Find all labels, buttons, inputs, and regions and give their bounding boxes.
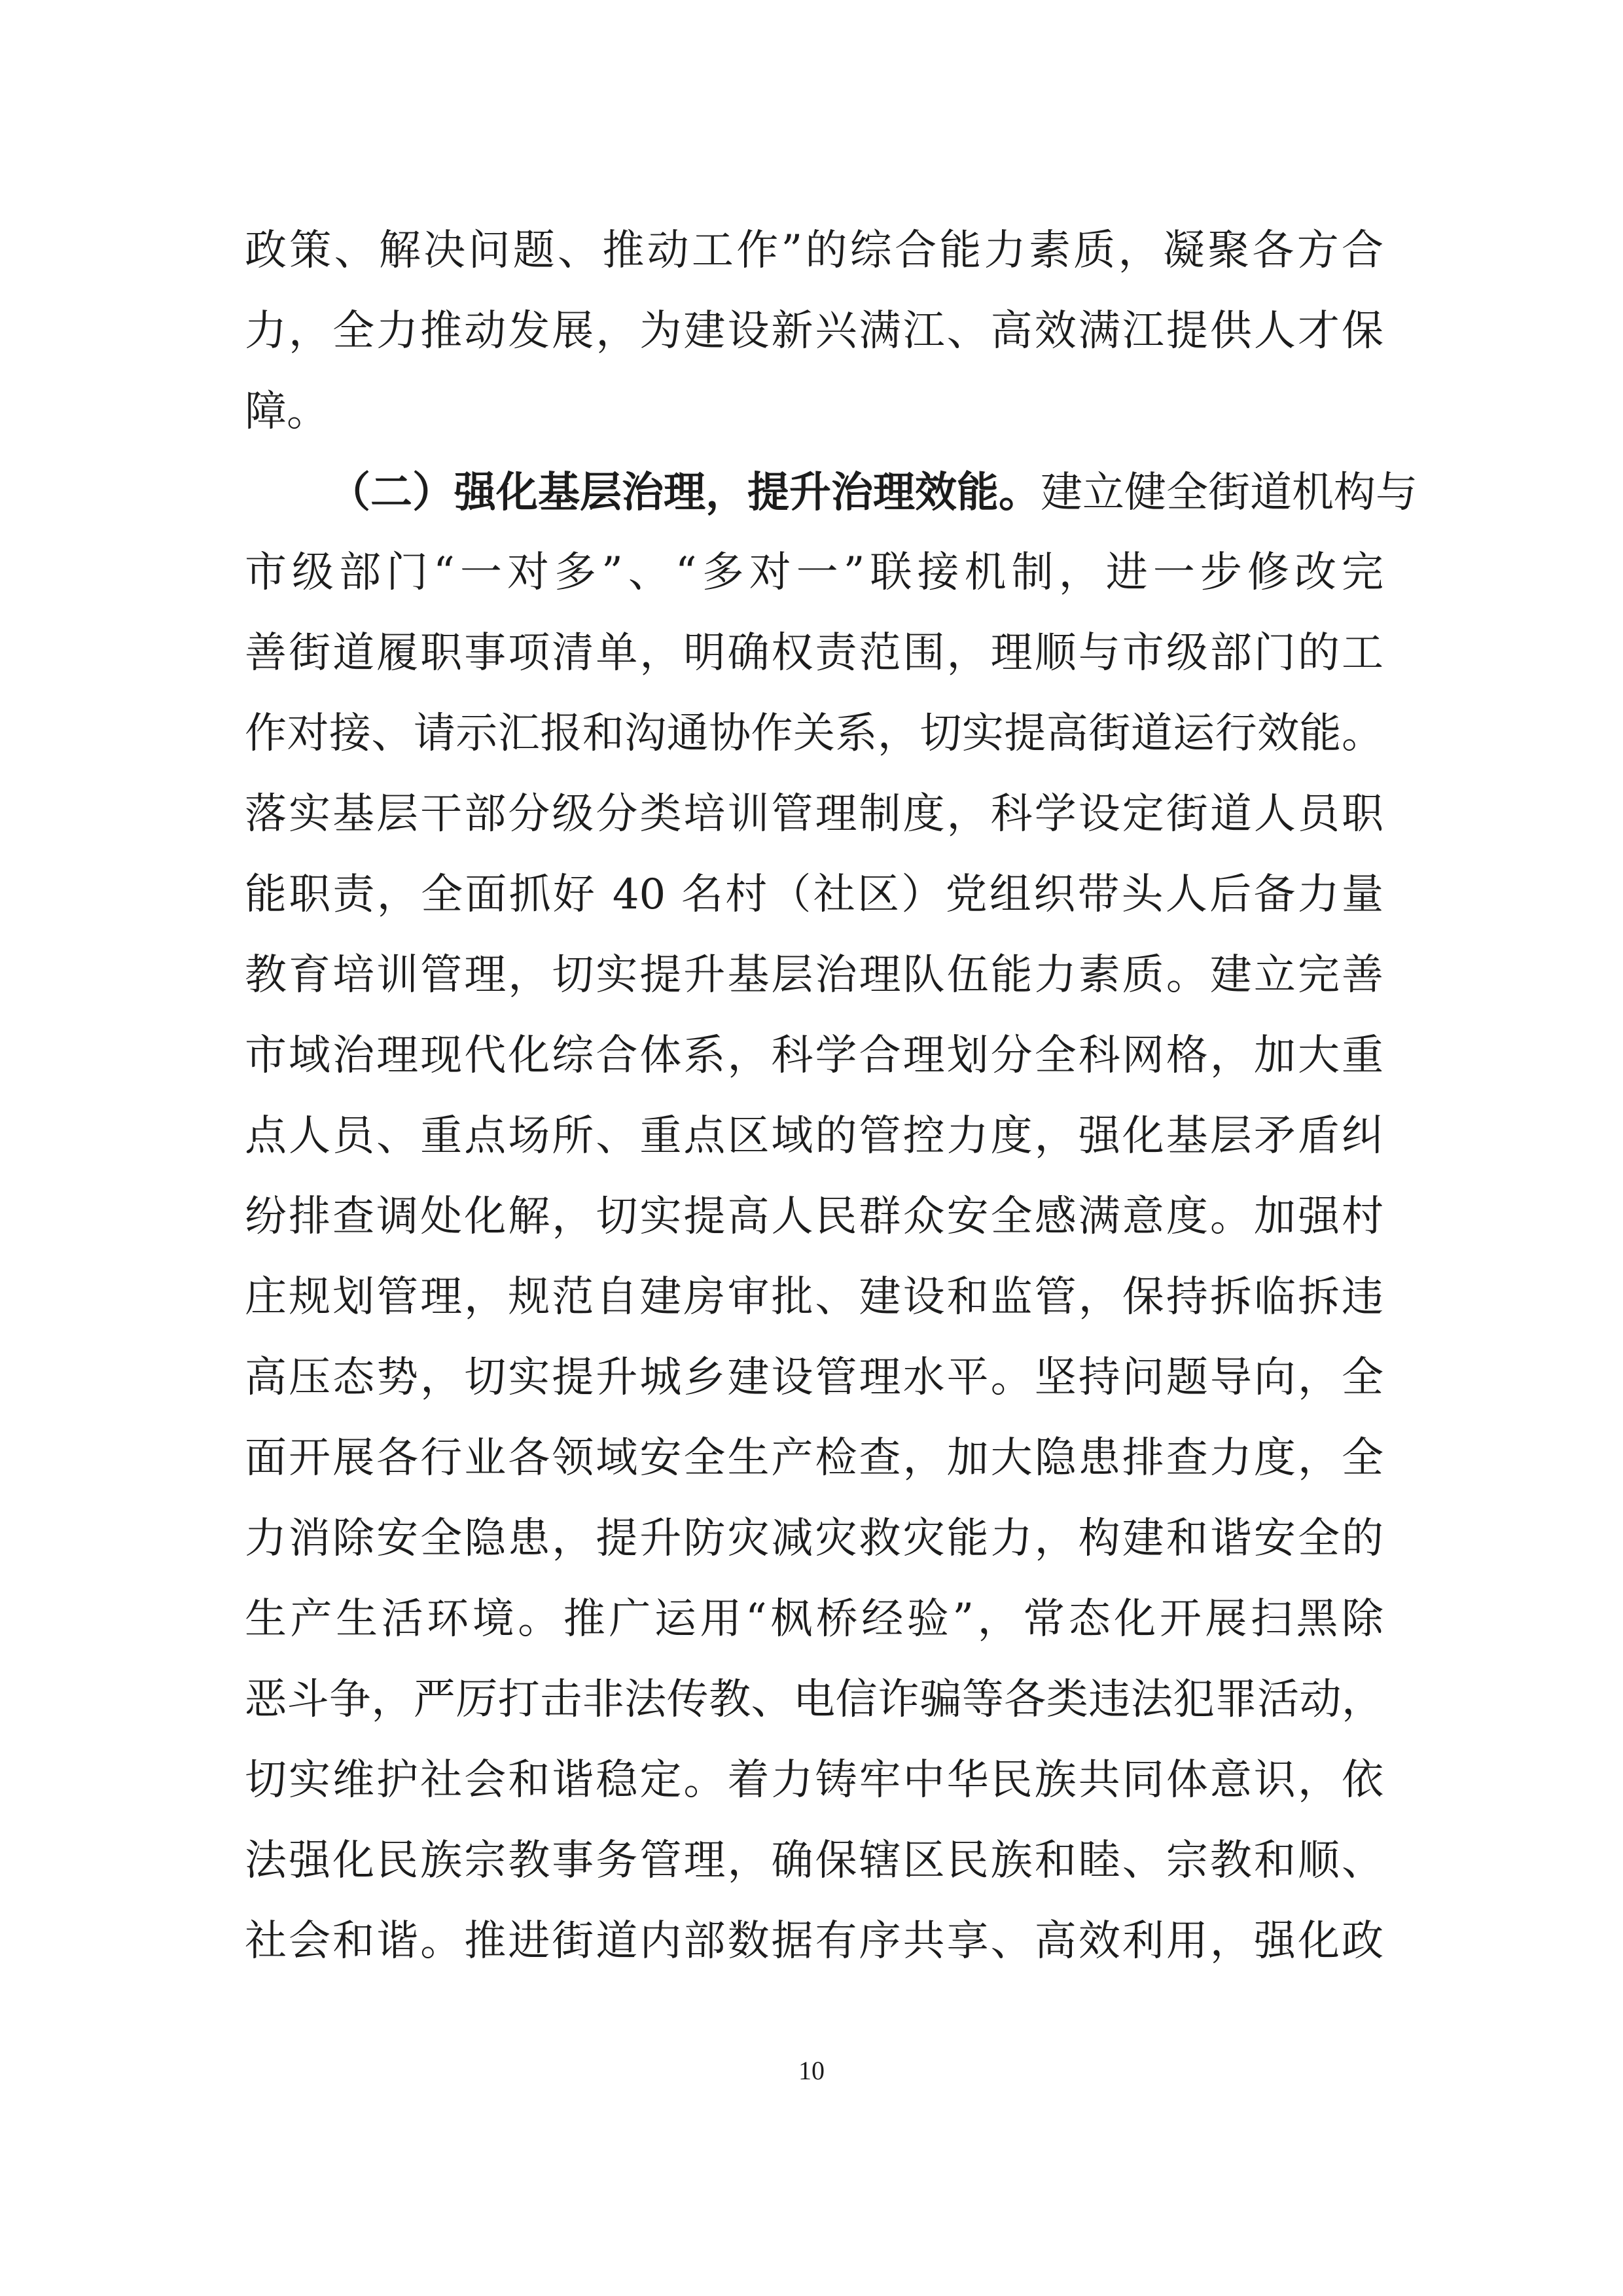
paragraph-line: 点人员、重点场所、重点区域的管控力度，强化基层矛盾纠: [245, 1112, 1383, 1160]
paragraph-line: 恶斗争，严厉打击非法传教、电信诈骗等各类违法犯罪活动，: [245, 1676, 1383, 1724]
paragraph-line: 面开展各行业各领域安全生产检查，加大隐患排查力度，全: [245, 1434, 1383, 1482]
section-heading: （二）强化基层治理，提升治理效能。: [329, 468, 1041, 517]
paragraph-line: 法强化民族宗教事务管理，确保辖区民族和睦、宗教和顺、: [245, 1837, 1383, 1885]
paragraph-line: 庄规划管理，规范自建房审批、建设和监管，保持拆临拆违: [245, 1273, 1383, 1321]
paragraph-line: 生产生活环境。推广运用“枫桥经验”，常态化开展扫黑除: [245, 1595, 1383, 1643]
section-first-line-text: 建立健全街道机构与: [1041, 469, 1418, 517]
paragraph-line: 教育培训管理，切实提升基层治理队伍能力素质。建立完善: [245, 951, 1383, 999]
paragraph-line: 纷排查调处化解，切实提高人民群众安全感满意度。加强村: [245, 1193, 1383, 1241]
paragraph-line: 市域治理现代化综合体系，科学合理划分全科网格，加大重: [245, 1031, 1383, 1080]
paragraph-line: 落实基层干部分级分类培训管理制度，科学设定街道人员职: [245, 790, 1383, 838]
paragraph-line: 切实维护社会和谐稳定。着力铸牢中华民族共同体意识，依: [245, 1756, 1383, 1804]
paragraph-line: 市级部门“一对多”、“多对一”联接机制，进一步修改完: [245, 548, 1383, 597]
paragraph-line: 作对接、请示汇报和沟通协作关系，切实提高街道运行效能。: [245, 709, 1383, 758]
paragraph-line: 高压态势，切实提升城乡建设管理水平。坚持问题导向，全: [245, 1354, 1383, 1402]
paragraph-line: 力，全力推动发展，为建设新兴满江、高效满江提供人才保: [245, 307, 1383, 355]
section-first-line: [245, 452, 1418, 533]
page-number: 10: [798, 2056, 825, 2085]
paragraph-line: 善街道履职事项清单，明确权责范围，理顺与市级部门的工: [245, 629, 1383, 677]
paragraph-line: 能职责，全面抓好 40 名村（社区）党组织带头人后备力量: [245, 870, 1383, 919]
paragraph-line: 社会和谐。推进街道内部数据有序共享、高效利用，强化政: [245, 1917, 1383, 1965]
paragraph-line: 障。: [245, 387, 329, 436]
body-text: [245, 211, 1418, 1982]
paragraph-line: 力消除安全隐患，提升防灾减灾救灾能力，构建和谐安全的: [245, 1515, 1383, 1563]
paragraph-line: 政策、解决问题、推动工作”的综合能力素质，凝聚各方合: [245, 226, 1383, 275]
